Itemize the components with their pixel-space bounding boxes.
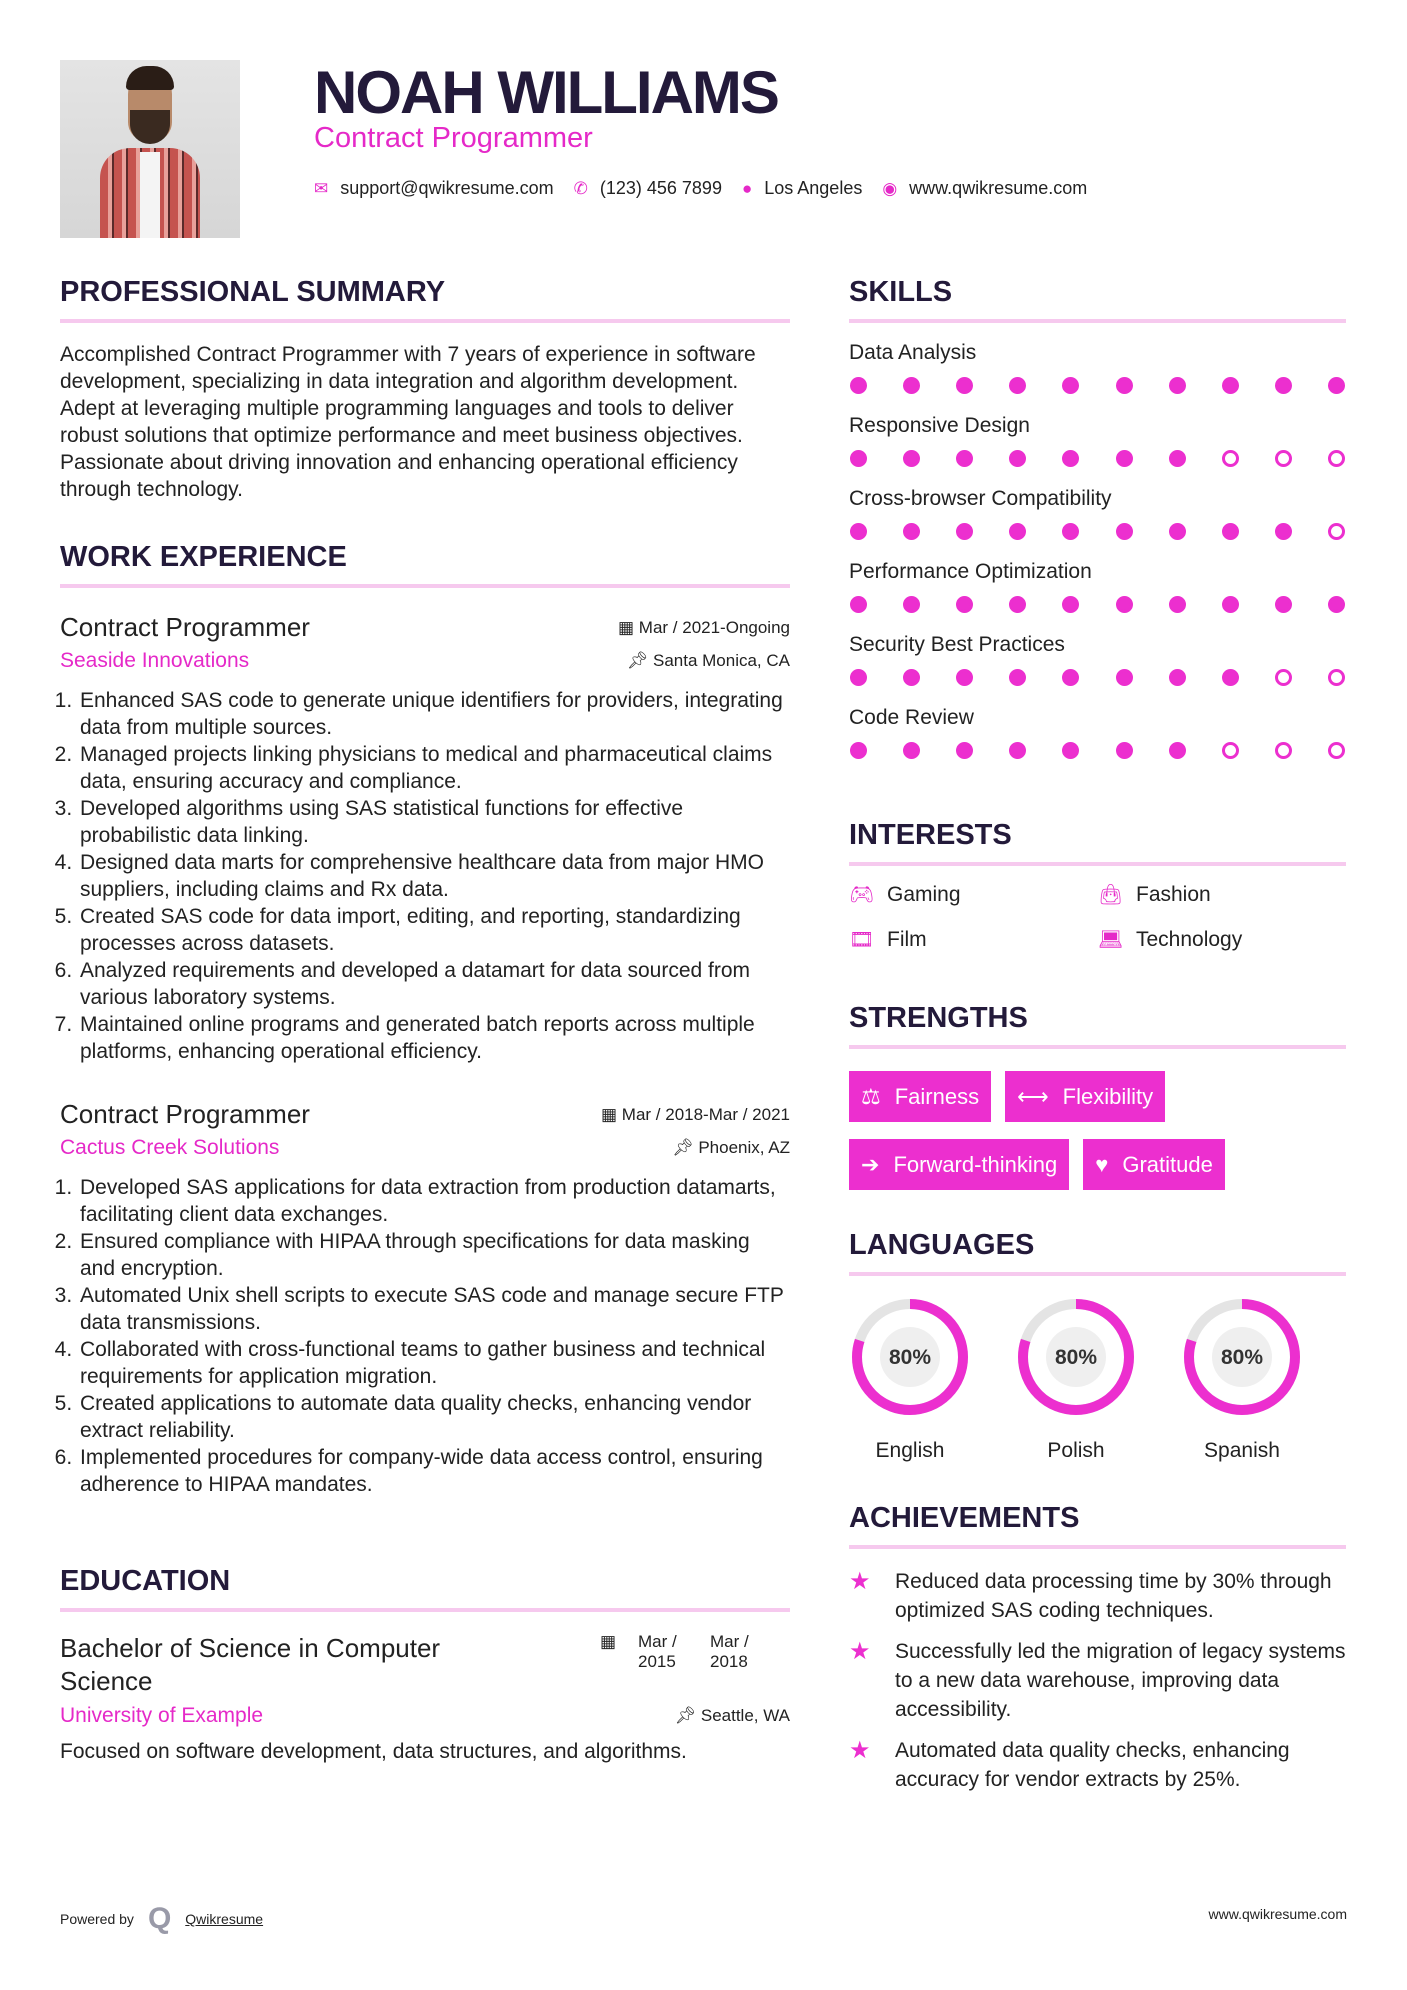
- gamepad-icon: 🎮︎: [849, 884, 875, 906]
- shopping-bag-icon: 👜︎: [1098, 884, 1124, 906]
- brand-link[interactable]: Qwikresume: [185, 1911, 264, 1927]
- powered-by-label: Powered by: [60, 1911, 134, 1927]
- skill-dot-filled: [956, 596, 973, 613]
- list-item: 1. Enhanced SAS code to generate unique identifiers for providers, integrating data from multiple sources.: [78, 687, 790, 741]
- skill-rating: [849, 742, 1346, 759]
- job-date: Mar / 2021-Ongoing: [638, 617, 790, 637]
- interest-film: [849, 927, 1098, 952]
- skill-dot-filled: [1062, 450, 1079, 467]
- language-percent: 80%: [888, 1346, 932, 1369]
- arrows-horizontal-icon: ⟷: [1017, 1083, 1049, 1109]
- skill-dot-filled: [1328, 596, 1345, 613]
- interest-label: Film: [887, 927, 927, 951]
- skill-item: [849, 560, 1346, 613]
- list-item: 4. Collaborated with cross-functional teams to gather business and technical requirements for application migration.: [78, 1336, 790, 1390]
- calendar-icon: ▦: [618, 617, 639, 637]
- strength-forward-thinking: [849, 1139, 1069, 1190]
- achievement-item: [849, 1637, 1346, 1724]
- section-heading: WORK EXPERIENCE: [60, 541, 347, 573]
- skill-dot-filled: [1169, 377, 1186, 394]
- language-donut: [1015, 1296, 1137, 1418]
- skill-dot-filled: [1009, 669, 1026, 686]
- language-label: Polish: [1047, 1439, 1105, 1462]
- summary-section: [60, 276, 790, 503]
- skill-dot-filled: [1275, 596, 1292, 613]
- list-item: 3. Automated Unix shell scripts to execute SAS code and manage secure FTP data transmissions.: [78, 1282, 790, 1336]
- email[interactable]: support@qwikresume.com: [340, 178, 554, 198]
- laptop-icon: 💻︎: [1098, 929, 1124, 951]
- language-percent: 80%: [1220, 1346, 1264, 1369]
- skill-dot-filled: [850, 450, 867, 467]
- skill-label: Data Analysis: [849, 341, 977, 364]
- list-item: 5. Created applications to automate data quality checks, enhancing vendor extract reliability.: [78, 1390, 790, 1444]
- skill-dot-empty: [1275, 742, 1292, 759]
- skill-dot-empty: [1275, 669, 1292, 686]
- divider: [60, 1608, 790, 1612]
- skill-dot-filled: [1009, 742, 1026, 759]
- strength-label: Forward-thinking: [893, 1151, 1058, 1177]
- summary-text: Accomplished Contract Programmer with 7 years of experience in software development, specializing in data integration and algorithm development. Adept at leveraging multiple programming languages and tools to deliver robust solutions that optimize performance and meet business objectives. Passionate about driving innovation and enhancing operational efficiency through technology.: [60, 343, 756, 501]
- divider: [849, 862, 1346, 866]
- skill-dot-filled: [1116, 450, 1133, 467]
- skill-dot-filled: [903, 523, 920, 540]
- skill-dot-filled: [1169, 450, 1186, 467]
- skill-dot-filled: [1169, 523, 1186, 540]
- skill-rating: [849, 450, 1346, 467]
- skill-dot-filled: [903, 669, 920, 686]
- skill-dot-filled: [1009, 377, 1026, 394]
- education-description: Focused on software development, data structures, and algorithms.: [60, 1740, 687, 1763]
- skill-dot-empty: [1328, 669, 1345, 686]
- skill-dot-filled: [1222, 523, 1239, 540]
- achievement-text: Reduced data processing time by 30% through optimized SAS coding techniques.: [895, 1570, 1332, 1622]
- skill-dot-filled: [1062, 742, 1079, 759]
- skill-dot-filled: [956, 523, 973, 540]
- job-title: Contract Programmer: [60, 1099, 310, 1129]
- language-item: [1015, 1296, 1137, 1463]
- strength-label: Fairness: [894, 1083, 980, 1109]
- website[interactable]: www.qwikresume.com: [909, 178, 1088, 198]
- company-name: Seaside Innovations: [60, 649, 250, 672]
- skill-dot-filled: [1275, 377, 1292, 394]
- section-heading: LANGUAGES: [849, 1229, 1035, 1261]
- interest-label: Technology: [1136, 927, 1243, 951]
- heart-icon: ♥: [1095, 1151, 1109, 1177]
- list-item: 7. Maintained online programs and generated batch reports across multiple platforms, enhancing operational efficiency.: [78, 1011, 790, 1065]
- skill-item: [849, 414, 1346, 467]
- divider: [849, 1545, 1346, 1549]
- company-name: Cactus Creek Solutions: [60, 1136, 280, 1159]
- interest-label: Fashion: [1136, 882, 1211, 906]
- pin-icon: 📌︎: [672, 1138, 699, 1157]
- skill-dot-filled: [1116, 596, 1133, 613]
- skill-label: Responsive Design: [849, 414, 1030, 437]
- list-item: 4. Designed data marts for comprehensive healthcare data from major HMO suppliers, including claims and Rx data.: [78, 849, 790, 903]
- arrow-right-icon: ➔: [861, 1151, 880, 1177]
- strengths-section: [849, 1002, 1346, 1190]
- list-item: 6. Analyzed requirements and developed a datamart for data sourced from various laboratory systems.: [78, 957, 790, 1011]
- skill-dot-empty: [1328, 523, 1345, 540]
- section-heading: ACHIEVEMENTS: [849, 1502, 1080, 1534]
- footer-website[interactable]: www.qwikresume.com: [1208, 1906, 1347, 1922]
- skill-dot-filled: [956, 377, 973, 394]
- experience-section: [60, 541, 790, 1498]
- envelope-icon: ✉: [314, 178, 329, 198]
- languages-section: [849, 1229, 1346, 1463]
- school-location: Seattle, WA: [700, 1706, 790, 1725]
- job-date: Mar / 2018-Mar / 2021: [621, 1104, 790, 1124]
- strength-flexibility: [1005, 1071, 1165, 1122]
- language-item: [849, 1296, 971, 1463]
- language-percent: 80%: [1054, 1346, 1098, 1369]
- skill-dot-filled: [1116, 669, 1133, 686]
- shooting-star-icon: ★: [849, 1638, 871, 1665]
- strength-fairness: [849, 1071, 991, 1122]
- skill-rating: [849, 377, 1346, 394]
- skill-label: Performance Optimization: [849, 560, 1092, 583]
- divider: [849, 1272, 1346, 1276]
- calendar-icon: ▦: [599, 1632, 616, 1651]
- skill-dot-filled: [956, 669, 973, 686]
- section-heading: PROFESSIONAL SUMMARY: [60, 276, 446, 308]
- skill-dot-filled: [1062, 669, 1079, 686]
- phone-icon: ✆: [573, 178, 588, 198]
- footer-powered: [60, 1902, 263, 1936]
- phone: (123) 456 7899: [599, 178, 722, 198]
- skill-dot-filled: [1169, 669, 1186, 686]
- skill-dot-filled: [1275, 523, 1292, 540]
- degree: Bachelor of Science in Computer Science: [60, 1633, 441, 1696]
- balance-scale-icon: ⚖: [861, 1083, 881, 1109]
- job-title: Contract Programmer: [60, 612, 310, 642]
- language-donut: [1181, 1296, 1303, 1418]
- skill-label: Security Best Practices: [849, 633, 1065, 656]
- job-location: Phoenix, AZ: [698, 1138, 790, 1157]
- skill-dot-filled: [1062, 523, 1079, 540]
- skill-dot-filled: [903, 377, 920, 394]
- list-item: 6. Implemented procedures for company-wide data access control, ensuring adherence to HIPAA mandates.: [78, 1444, 790, 1498]
- skill-dot-filled: [1328, 377, 1345, 394]
- skill-dot-empty: [1275, 450, 1292, 467]
- section-heading: STRENGTHS: [849, 1002, 1028, 1034]
- section-heading: INTERESTS: [849, 819, 1012, 851]
- interests-section: [849, 819, 1346, 952]
- skill-dot-filled: [1116, 377, 1133, 394]
- shooting-star-icon: ★: [849, 1568, 871, 1595]
- language-label: Spanish: [1204, 1439, 1280, 1462]
- achievement-text: Successfully led the migration of legacy systems to a new data warehouse, improving data accessibility.: [895, 1640, 1346, 1721]
- responsibilities-list: [60, 1174, 790, 1498]
- skill-dot-filled: [956, 742, 973, 759]
- strength-gratitude: [1083, 1139, 1225, 1190]
- list-item: 5. Created SAS code for data import, editing, and reporting, standardizing processes across datasets.: [78, 903, 790, 957]
- interest-fashion: [1098, 882, 1346, 907]
- pin-icon: 📌︎: [674, 1706, 701, 1725]
- interest-label: Gaming: [887, 882, 961, 906]
- skills-section: [849, 276, 1346, 779]
- location: Los Angeles: [764, 178, 863, 198]
- achievement-item: [849, 1736, 1346, 1794]
- skill-dot-filled: [850, 596, 867, 613]
- achievement-item: [849, 1567, 1346, 1625]
- skill-dot-filled: [903, 450, 920, 467]
- start-date: Mar / 2015: [638, 1632, 677, 1671]
- skill-dot-filled: [1222, 377, 1239, 394]
- skill-dot-filled: [850, 742, 867, 759]
- skill-dot-filled: [1222, 669, 1239, 686]
- end-date: Mar / 2018: [710, 1632, 749, 1671]
- job-entry: [60, 612, 790, 1065]
- school: University of Example: [60, 1704, 264, 1727]
- list-item: 3. Developed algorithms using SAS statistical functions for effective probabilistic data linking.: [78, 795, 790, 849]
- globe-icon: ◉: [882, 178, 898, 198]
- skill-rating: [849, 669, 1346, 686]
- divider: [849, 1045, 1346, 1049]
- interest-technology: [1098, 927, 1346, 952]
- skill-dot-filled: [1009, 450, 1026, 467]
- divider: [60, 584, 790, 588]
- list-item: 2. Managed projects linking physicians to medical and pharmaceutical claims data, ensuring accuracy and compliance.: [78, 741, 790, 795]
- skill-dot-filled: [1169, 742, 1186, 759]
- skill-item: [849, 706, 1346, 759]
- skill-dot-filled: [850, 523, 867, 540]
- section-heading: EDUCATION: [60, 1565, 231, 1597]
- skill-dot-empty: [1222, 450, 1239, 467]
- achievement-text: Automated data quality checks, enhancing accuracy for vendor extracts by 25%.: [895, 1739, 1290, 1791]
- qwikresume-logo-icon: Q: [147, 1902, 172, 1935]
- contact-bar: [314, 178, 1107, 199]
- skill-dot-filled: [1116, 742, 1133, 759]
- skill-dot-filled: [1222, 596, 1239, 613]
- interest-gaming: [849, 882, 1098, 907]
- skill-item: [849, 487, 1346, 540]
- skill-dot-empty: [1222, 742, 1239, 759]
- language-label: English: [875, 1439, 945, 1462]
- calendar-icon: ▦: [601, 1104, 622, 1124]
- education-section: [60, 1565, 790, 1765]
- skill-rating: [849, 523, 1346, 540]
- skill-dot-filled: [956, 450, 973, 467]
- list-item: 1. Developed SAS applications for data extraction from production datamarts, facilitating client data exchanges.: [78, 1174, 790, 1228]
- job-location: Santa Monica, CA: [652, 651, 790, 670]
- skill-item: [849, 341, 1346, 394]
- language-donut: [849, 1296, 971, 1418]
- language-item: [1181, 1296, 1303, 1463]
- skill-dot-filled: [903, 742, 920, 759]
- divider: [849, 319, 1346, 323]
- skill-rating: [849, 596, 1346, 613]
- skill-dot-filled: [1116, 523, 1133, 540]
- job-entry: [60, 1099, 790, 1498]
- profile-photo: [60, 60, 240, 238]
- divider: [60, 319, 790, 323]
- skill-dot-filled: [850, 669, 867, 686]
- skill-dot-filled: [1009, 596, 1026, 613]
- shooting-star-icon: ★: [849, 1737, 871, 1764]
- skill-dot-filled: [1062, 377, 1079, 394]
- skill-item: [849, 633, 1346, 686]
- skill-label: Cross-browser Compatibility: [849, 487, 1112, 510]
- skill-dot-empty: [1328, 742, 1345, 759]
- skill-dot-filled: [850, 377, 867, 394]
- strength-label: Flexibility: [1062, 1083, 1154, 1109]
- skill-dot-filled: [1062, 596, 1079, 613]
- skill-dot-filled: [1169, 596, 1186, 613]
- list-item: 2. Ensured compliance with HIPAA through specifications for data masking and encryption.: [78, 1228, 790, 1282]
- map-pin-icon: ●: [741, 178, 753, 198]
- skill-label: Code Review: [849, 706, 974, 729]
- skill-dot-filled: [903, 596, 920, 613]
- skill-dot-empty: [1328, 450, 1345, 467]
- achievements-section: [849, 1502, 1346, 1806]
- skill-dot-filled: [1009, 523, 1026, 540]
- film-icon: 🎞︎: [849, 929, 875, 951]
- candidate-name: NOAH WILLIAMS: [314, 59, 778, 126]
- pin-icon: 📌︎: [626, 651, 653, 670]
- responsibilities-list: [60, 687, 790, 1065]
- candidate-title: Contract Programmer: [314, 122, 593, 154]
- strength-label: Gratitude: [1122, 1151, 1213, 1177]
- section-heading: SKILLS: [849, 276, 953, 308]
